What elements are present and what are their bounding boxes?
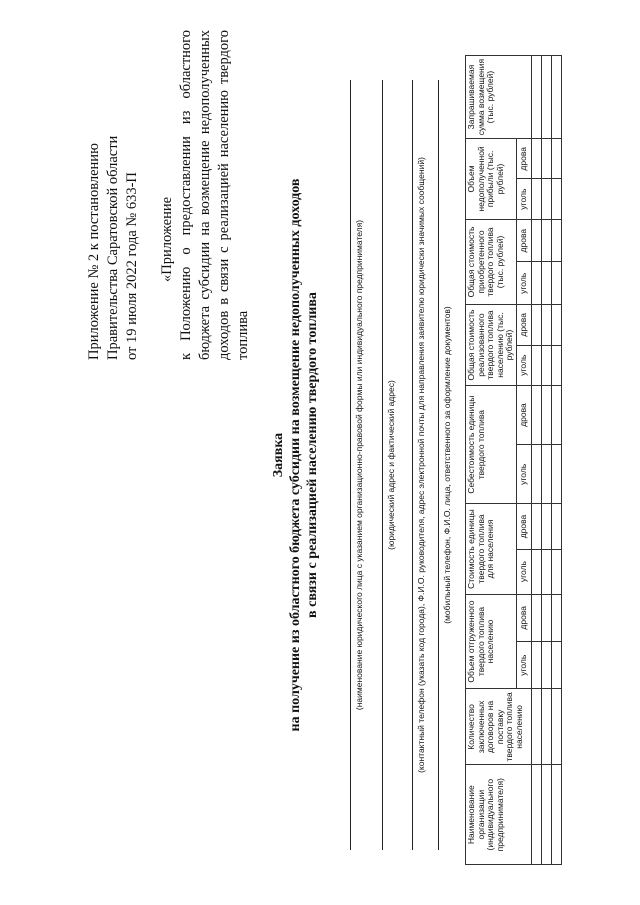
cell: [551, 504, 561, 549]
subheader-wood: дрова: [516, 594, 531, 641]
title-line-3: в связи с реализацией населению твердого топлива: [305, 292, 320, 618]
cell: [541, 262, 551, 305]
col-unit-cost-header: Себестоимость единицы твердого топлива: [466, 385, 517, 504]
cell: [541, 179, 551, 219]
fill-line: [438, 80, 439, 850]
table-row: [531, 56, 541, 865]
subheader-wood: дрова: [516, 305, 531, 345]
cell: [551, 262, 561, 305]
cell: [551, 219, 561, 262]
document-title: [270, 105, 321, 805]
subheader-coal: уголь: [516, 262, 531, 305]
table-header-row: [466, 56, 517, 865]
table-row: [541, 56, 551, 865]
cell: [541, 445, 551, 504]
cell: [551, 594, 561, 641]
title-line-2: на получение из областного бюджета субсидии на возмещение недополученных доходов: [288, 178, 303, 732]
cell: [541, 305, 551, 345]
cell: [531, 219, 541, 262]
col-total-bought-header: Общая стоимость приобретенного твердого топлива (тыс. рублей): [466, 219, 517, 304]
appendix-header: [158, 30, 253, 360]
field-caption: (мобильный телефон, Ф.И.О. лица, ответственного за оформление документов): [442, 306, 452, 624]
field-caption: (контактный телефон (указать код города), Ф.И.О. руководителя, адрес электронной почты для направления заявителю юридически значимых сообщений): [416, 157, 426, 773]
cell: [541, 56, 551, 139]
cell: [531, 305, 541, 345]
cell: [541, 549, 551, 594]
field-responsible-person: [438, 80, 452, 850]
cell: [551, 765, 561, 865]
cell: [551, 345, 561, 385]
field-applicant-name: [350, 80, 364, 850]
cell: [531, 56, 541, 139]
header-line-3: от 19 июля 2022 года № 633-П: [124, 172, 140, 360]
header-line-2: Правительства Саратовской области: [105, 135, 121, 360]
cell: [551, 305, 561, 345]
subheader-wood: дрова: [516, 385, 531, 444]
col-total-sold-header: Общая стоимость реализованного твердого топлива населению (тыс. рублей): [466, 305, 517, 386]
cell: [541, 219, 551, 262]
appendix-intro: «Приложение: [159, 196, 175, 282]
field-address: [382, 80, 396, 850]
cell: [531, 765, 541, 865]
subheader-coal: уголь: [516, 345, 531, 385]
subheader-coal: уголь: [516, 642, 531, 689]
col-lost-income-header: Объем недополученной прибыли (тыс. рублей): [466, 139, 517, 220]
cell: [541, 689, 551, 765]
col-volume-header: Объем отгруженного твердого топлива населению: [466, 594, 517, 689]
subheader-coal: уголь: [516, 549, 531, 594]
subheader-wood: дрова: [516, 219, 531, 262]
cell: [551, 642, 561, 689]
cell: [551, 139, 561, 179]
field-caption: (юридический адрес и фактический адрес): [386, 380, 396, 550]
header-line-1: Приложение № 2 к постановлению: [86, 143, 102, 360]
cell: [531, 504, 541, 549]
cell: [551, 689, 561, 765]
cell: [531, 689, 541, 765]
field-contacts: [412, 80, 426, 850]
cell: [551, 56, 561, 139]
cell: [531, 642, 541, 689]
cell: [531, 549, 541, 594]
col-contracts-header: Количество заключенных договоров на поставку твердого топлива населению: [466, 689, 532, 765]
col-unit-price-header: Стоимость единицы твердого топлива для населения: [466, 504, 517, 594]
cell: [551, 445, 561, 504]
cell: [541, 385, 551, 444]
title-line-1: Заявка: [271, 432, 286, 478]
col-requested-header: Запрашиваемая сумма возмещения (тыс. рублей): [466, 56, 532, 139]
subsidy-table: [465, 55, 562, 865]
subheader-coal: уголь: [516, 445, 531, 504]
cell: [531, 345, 541, 385]
subheader-wood: дрова: [516, 504, 531, 549]
cell: [551, 179, 561, 219]
fill-line: [350, 80, 351, 850]
field-caption: (наименование юридического лица с указанием организационно-правовой формы или индивидуального предпринимателя): [354, 219, 364, 711]
cell: [541, 139, 551, 179]
cell: [541, 345, 551, 385]
cell: [531, 262, 541, 305]
appendix-body: к Положению о предоставлении из областного бюджета субсидии на возмещение недополученных доходов в связи с реализацией населению твердого топлива: [178, 30, 251, 360]
resolution-header: [85, 30, 142, 360]
fill-line: [412, 80, 413, 850]
cell: [551, 549, 561, 594]
table-row: [551, 56, 561, 865]
subheader-coal: уголь: [516, 179, 531, 219]
cell: [541, 594, 551, 641]
cell: [541, 642, 551, 689]
cell: [541, 765, 551, 865]
cell: [531, 445, 541, 504]
subheader-wood: дрова: [516, 139, 531, 179]
cell: [541, 504, 551, 549]
cell: [551, 385, 561, 444]
cell: [531, 385, 541, 444]
col-org-header: Наименование организации (индивидуального предпринимателя): [466, 765, 532, 865]
fill-line: [382, 80, 383, 850]
cell: [531, 594, 541, 641]
cell: [531, 139, 541, 179]
cell: [531, 179, 541, 219]
